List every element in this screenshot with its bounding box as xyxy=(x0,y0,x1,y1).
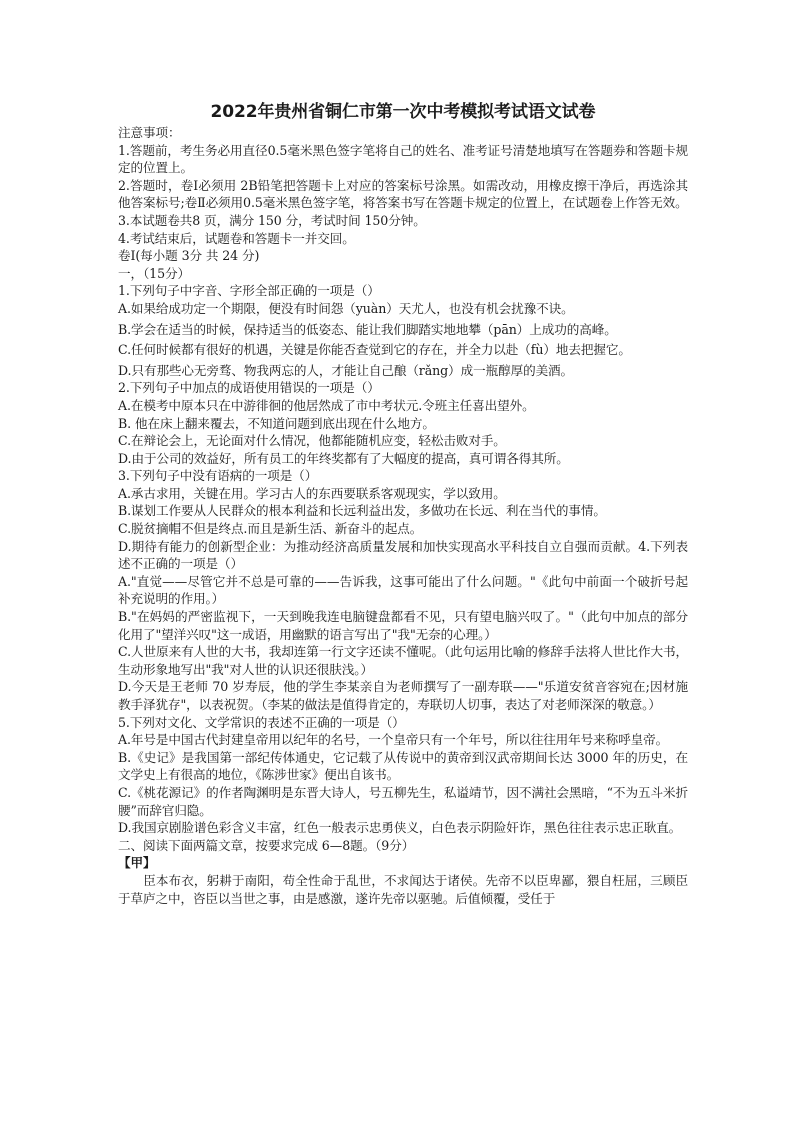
exam-line: D.今天是王老师 70 岁寿辰，他的学生李某亲自为老师撰写了一副寿联——"乐道安贫音容宛在;因材施教手泽犹存"，以表祝贺。（李某的做法是值得肯定的，寿联切人切事，表达了对老师深深的敬意。） xyxy=(118,679,688,712)
exam-line: C.脱贫摘帽不但是终点.而且是新生活、新奋斗的起点。 xyxy=(118,521,423,537)
exam-line: C.人世原来有人世的大书，我却连第一行文字还读不懂呢。（此句运用比喻的修辞手法将人世比作大书，生动形象地写出"我"对人世的认识还很肤浅。） xyxy=(118,644,688,677)
exam-line: 4.考试结束后，试题卷和答题卡一并交回。 xyxy=(118,230,355,246)
exam-line: 注意事项： xyxy=(118,125,181,140)
exam-line: B.学会在适当的时候，保持适当的低姿态、能让我们脚踏实地地攀（pān）上成功的高峰。 xyxy=(118,321,617,337)
exam-line: A.年号是中国古代封建皇帝用以纪年的名号，一个皇帝只有一个年号，所以往往用年号来称呼皇帝。 xyxy=(118,732,669,748)
exam-line: 3.本试题卷共8 页，满分 150 分，考试时间 150分钟。 xyxy=(118,212,426,228)
exam-line: A."直觉——尽管它并不总是可靠的——告诉我，这事可能出了什么问题。"《此句中前面一个破折号起补充说明的作用。） xyxy=(118,573,688,607)
exam-line: A.在模考中原本只在中游徘徊的他居然成了市中考状元.令班主任喜出望外。 xyxy=(118,397,535,413)
exam-line: B. 他在床上翻来覆去，不知道问题到底出现在什么地方。 xyxy=(118,415,435,431)
exam-line: D.期待有能力的创新型企业：为推动经济高质量发展和加快实现高水平科技自立自强而贡献。4.下列表述不正确的一项是（） xyxy=(118,538,688,572)
exam-line: 1.答题前，考生务必用直径0.5毫米黑色签字笔将自己的姓名、准考证号清楚地填写在答题券和答题卡规定的位置上。 xyxy=(118,142,688,176)
exam-line: C.《桃花源记》的作者陶渊明是东晋大诗人，号五柳先生，私谥靖节，因不满社会黑暗，“不为五斗米折腰”而辞官归隐。 xyxy=(118,784,688,818)
exam-line: A.承古求用，关键在用。学习古人的东西要联系客观现实，学以致用。 xyxy=(118,485,506,501)
exam-line: 2.答题时，卷Ⅰ必须用 2B铅笔把答题卡上对应的答案标号涂黑。如需改动，用橡皮擦干净后，再选涂其他答案标号;卷Ⅱ必须用0.5毫米黑色签字笔，将答案书写在答题卡规定的位置上，在试题卷上作答无效。 xyxy=(118,177,688,211)
exam-line: A.如果给成功定一个期限，便没有时间怨（yuàn）天尤人，也没有机会扰豫不诀。 xyxy=(118,300,574,316)
exam-line: 卷Ⅰ(每小题 3分 共 24 分) xyxy=(118,248,260,264)
exam-line: 1.下列句子中字音、字形全部正确的一项是（） xyxy=(118,283,380,299)
exam-body xyxy=(118,124,688,907)
exam-line: D.只有那些心无旁骛、物我两忘的人，才能让自己酿（rǎng）成一瓶醇厚的美酒。 xyxy=(118,362,574,378)
exam-line: 2.下列句子中加点的成语使用错误的一项是（） xyxy=(118,380,380,396)
exam-title: 2022年贵州省铜仁市第一次中考模拟考试语文试卷 xyxy=(210,102,596,122)
exam-line: 5.下列对文化、文学常识的表述不正确的一项是（） xyxy=(118,714,405,730)
exam-line: B.《史记》是我国第一部纪传体通史，它记载了从传说中的黄帝到汉武帝期间长达 3000 年的历史，在文学史上有很高的地位，《陈涉世家》便出自该书。 xyxy=(118,749,688,783)
exam-line: C.任何时候都有很好的机遇，关键是你能否查觉到它的存在，并全力以赴（fù）地去把握它。 xyxy=(118,342,631,358)
exam-line: D.我国京剧脸谱色彩含义丰富，红色一般表示忠勇侠义，白色表示阴险奸诈，黑色往往表示忠正耿直。 xyxy=(118,820,682,836)
exam-line: 一，（15分） xyxy=(118,265,190,281)
exam-line: 二、阅读下面两篇文章，按要求完成 6—8题。（9分） xyxy=(118,837,415,853)
exam-line: 3.下列句子中没有语病的一项是（） xyxy=(118,468,318,484)
exam-line: D.由于公司的效益好，所有员工的年终奖都有了大幅度的提高，真可谓各得其所。 xyxy=(118,450,569,466)
exam-page xyxy=(118,100,688,907)
exam-line: 臣本布衣，躬耕于南阳，苟全性命于乱世，不求闻达于诸侯。先帝不以臣卑鄙，猥自枉屈，三顾臣于草庐之中，咨臣以当世之事，由是感激，遂许先帝以驱驰。后值倾覆，受任于 xyxy=(118,872,688,906)
exam-line: B.谋划工作要从人民群众的根本利益和长远利益出发，多做功在长远、利在当代的事情。 xyxy=(118,503,606,519)
exam-line: 【甲】 xyxy=(118,855,156,871)
exam-line: B."在妈妈的严密监视下，一天到晚我连电脑键盘都看不见，只有望电脑兴叹了。"（此句中加点的部分化用了"望洋兴叹"这一成语，用幽默的语言写出了"我"无奈的心理。） xyxy=(118,609,688,642)
exam-line: C.在辩论会上，无论面对什么情况，他都能随机应变，轻松击败对手。 xyxy=(118,433,506,449)
